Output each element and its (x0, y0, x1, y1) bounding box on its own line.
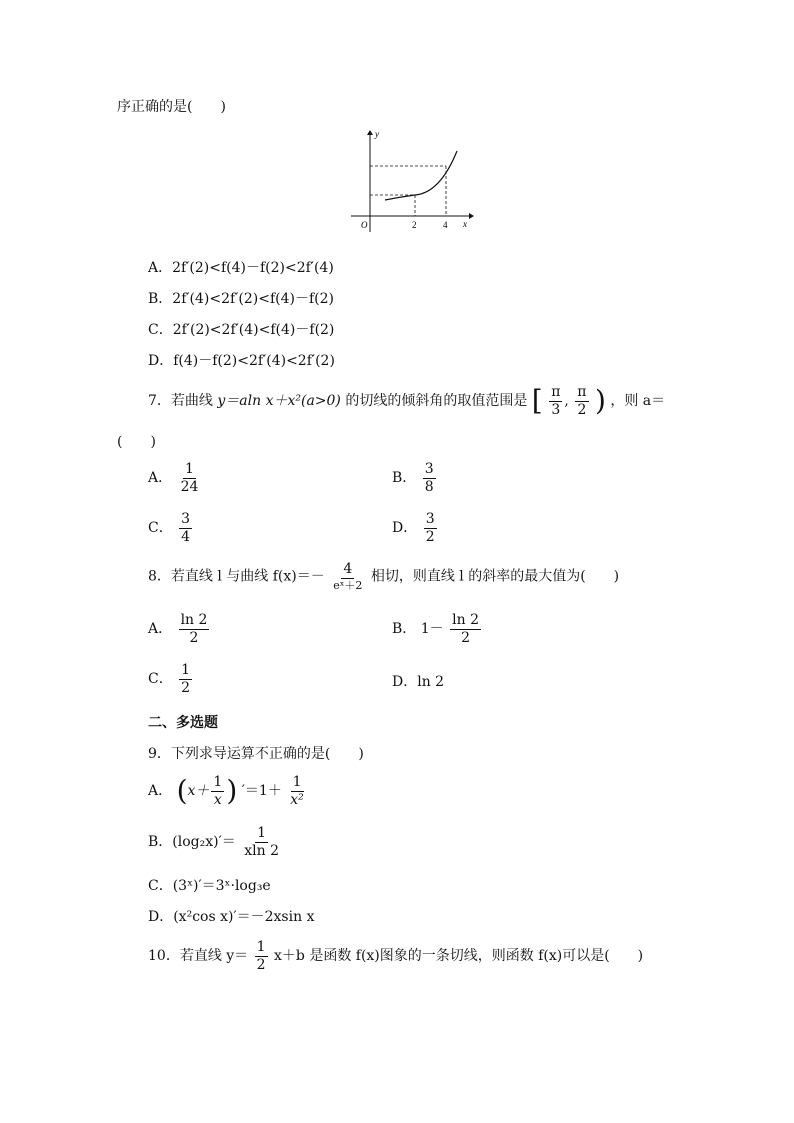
q8-option-b: B． 1－ $\frac{\ln 2}{2}$ (392, 612, 479, 646)
q6-option-a: A．2f′(2)<f(4)－f(2)<2f′(4) (148, 260, 334, 276)
q9-option-c: C．(3ˣ)′＝3ˣ·log₃e (148, 878, 271, 894)
q7-range-low: $\frac{\pi}{3}$ (551, 384, 561, 418)
q8-option-d: D．ln 2 (392, 674, 445, 690)
q7-range-open: [ (531, 384, 543, 418)
q9-option-a: A． (x＋ $\frac{1}{x}$ ) ′＝1＋ $\frac{1}{\text{x²}}$ (148, 774, 304, 808)
question-6-stem-tail: 序正确的是( ) (117, 99, 226, 115)
q9-option-d: D．(x²cos x)′＝－2xsin x (148, 909, 315, 925)
q8-option-c: C． $\frac{1}{2}$ (148, 662, 191, 696)
q7-option-c: C． $\frac{3}{4}$ (148, 511, 191, 545)
x-tick-4: 4 (443, 220, 448, 230)
q6-option-c: C．2f′(2)<2f′(4)<f(4)－f(2) (148, 322, 335, 338)
question-10-stem: 10．若直线 y＝ $\frac{1}{2}$ x＋b 是函数 f(x)图象的一条切线，则函数 f(x)可以是( ) (148, 939, 644, 973)
q8-option-a: A． $\frac{\ln 2}{2}$ (148, 612, 208, 646)
q7-option-a: A． $\frac{1}{24}$ (148, 461, 199, 495)
y-axis-label: y (375, 129, 379, 139)
q9-option-b: B．(log₂x)′＝ $\frac{1}{xln 2}$ (148, 825, 279, 859)
x-tick-2: 2 (412, 220, 417, 230)
question-7-stem: 7．若曲线 y＝aln x＋x²(a>0) 的切线的倾斜角的取值范围是 [ $\frac{\pi}{3}$ , $\frac{\pi}{2}$ ) ，则 a＝ (148, 384, 666, 418)
function-graph (345, 127, 475, 237)
q7-range-high: $\frac{\pi}{2}$ (577, 384, 587, 418)
question-9-stem: 9．下列求导运算不正确的是( ) (148, 746, 364, 762)
q7-tail: ，则 a＝ (610, 393, 666, 410)
q7-option-d: D． $\frac{3}{2}$ (392, 511, 435, 545)
q7-option-b: B． $\frac{3}{8}$ (392, 461, 434, 495)
q7-number: 7．若曲线 (148, 393, 213, 410)
section-title-multi-choice: 二、多选题 (148, 715, 218, 731)
q6-option-d: D．f(4)－f(2)<2f′(4)<2f′(2) (148, 353, 335, 369)
question-8-stem: 8．若直线 l 与曲线 f(x)＝－ $\frac{4}{\text{eˣ＋2}}$ 相切，则直线 l 的斜率的最大值为( ) (148, 561, 620, 592)
x-axis-label: x (463, 219, 467, 229)
q7-expression: y＝aln x＋x²(a>0) (217, 393, 341, 410)
q7-mid: 的切线的倾斜角的取值范围是 (345, 393, 528, 410)
q6-option-b: B．2f′(4)<2f′(2)<f(4)－f(2) (148, 291, 334, 307)
q7-range-close: ) (594, 384, 606, 418)
q7-answer-paren: ( ) (117, 434, 156, 450)
origin-label: O (361, 220, 368, 230)
q8-fraction: $\frac{4}{\text{eˣ＋2}}$ (333, 561, 363, 592)
